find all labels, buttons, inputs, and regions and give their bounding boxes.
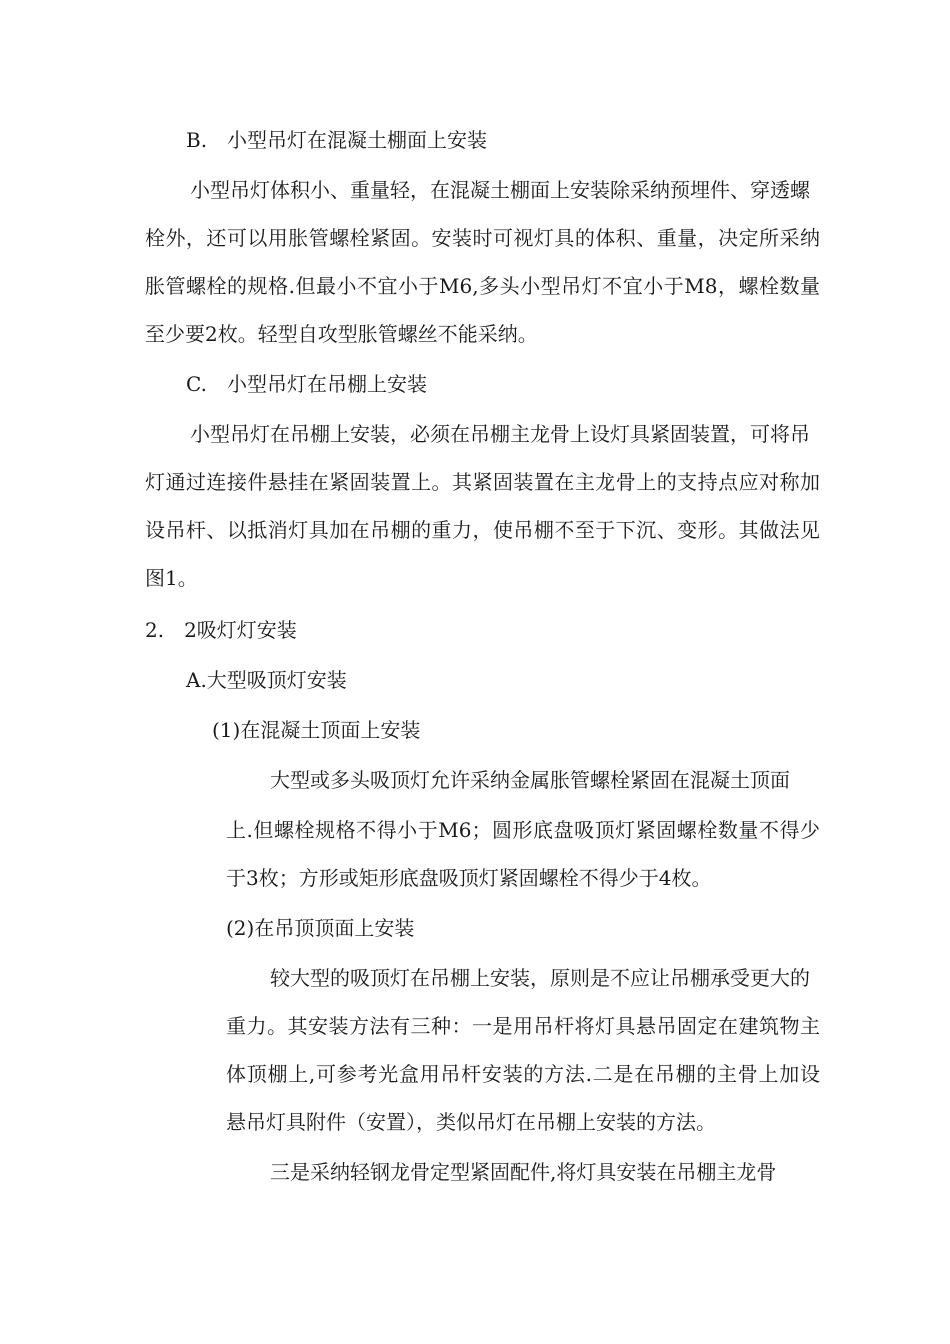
subsection-heading-2: (2)在吊顶顶面上安装	[226, 916, 415, 940]
paragraph-2-line-3: 体顶棚上,可参考光盒用吊杆安装的方法.二是在吊棚的主骨上加设	[226, 1062, 820, 1086]
paragraph-b-line-4: 至少要2枚。轻型自攻型胀管螺丝不能采纳。	[145, 322, 538, 346]
paragraph-1-line-3: 于3枚；方形或矩形底盘吸顶灯紧固螺栓不得少于4枚。	[226, 866, 712, 890]
section-heading-2-2: 2. 2吸灯灯安装	[145, 618, 297, 642]
paragraph-c-line-4: 图1。	[145, 566, 198, 590]
section-heading-b: B. 小型吊灯在混凝土棚面上安装	[186, 128, 488, 152]
paragraph-b-line-2: 栓外，还可以用胀管螺栓紧固。安装时可视灯具的体积、重量，决定所采纳	[145, 226, 820, 250]
paragraph-2-line-2: 重力。其安装方法有三种：一是用吊杆将灯具悬吊固定在建筑物主	[226, 1014, 820, 1038]
paragraph-3-line-1: 三是采纳轻钢龙骨定型紧固配件,将灯具安装在吊棚主龙骨	[270, 1160, 777, 1184]
paragraph-b-line-3: 胀管螺栓的规格.但最小不宜小于M6,多头小型吊灯不宜小于M8，螺栓数量	[145, 274, 820, 298]
section-heading-c: C. 小型吊灯在吊棚上安装	[186, 372, 427, 396]
paragraph-b-line-1: 小型吊灯体积小、重量轻，在混凝土棚面上安装除采纳预埋件、穿透螺	[190, 178, 810, 202]
paragraph-1-line-2: 上.但螺栓规格不得小于M6；圆形底盘吸顶灯紧固螺栓数量不得少	[226, 818, 820, 842]
subsection-heading-a: A.大型吸顶灯安装	[186, 668, 347, 692]
paragraph-c-line-3: 设吊杆、以抵消灯具加在吊棚的重力，使吊棚不至于下沉、变形。其做法见	[145, 518, 820, 542]
paragraph-c-line-1: 小型吊灯在吊棚上安装，必须在吊棚主龙骨上设灯具紧固装置，可将吊	[190, 422, 810, 446]
paragraph-1-line-1: 大型或多头吸顶灯允许采纳金属胀管螺栓紧固在混凝土顶面	[270, 768, 790, 792]
paragraph-c-line-2: 灯通过连接件悬挂在紧固装置上。其紧固装置在主龙骨上的支持点应对称加	[145, 470, 820, 494]
paragraph-2-line-1: 较大型的吸顶灯在吊棚上安装，原则是不应让吊棚承受更大的	[270, 966, 810, 990]
paragraph-2-line-4: 悬吊灯具附件（安置），类似吊灯在吊棚上安装的方法。	[226, 1110, 716, 1134]
subsection-heading-1: (1)在混凝土顶面上安装	[212, 718, 421, 742]
